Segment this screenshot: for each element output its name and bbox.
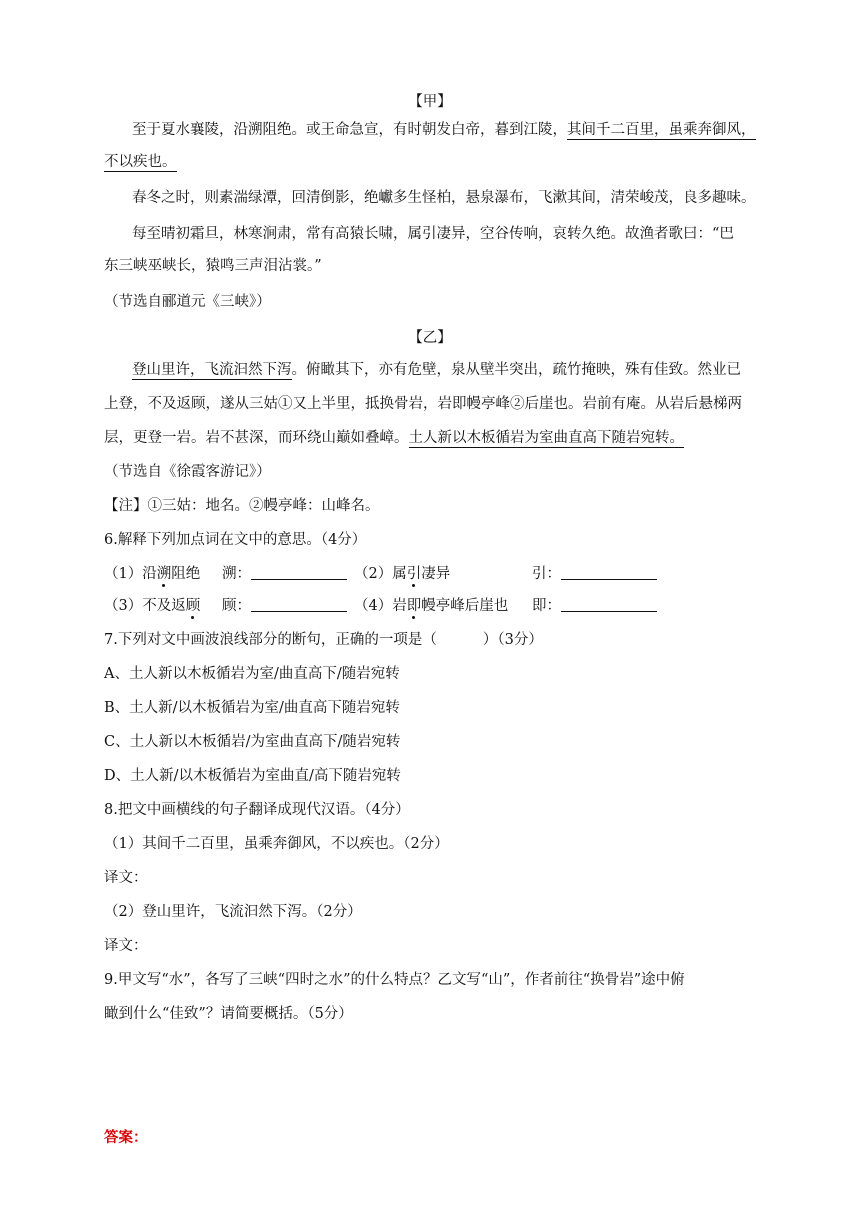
p1-underlined-sentence-end: 不以疾也。 (104, 154, 177, 170)
q7-option-c[interactable]: C、土人新以木板循岩/为室曲直高下/随岩宛转 (104, 734, 401, 750)
p1-plain-text: 至于夏水襄陵，沿溯阻绝。或王命急宣，有时朝发白帝，暮到江陵， (132, 122, 567, 138)
b-wavy-underlined-sentence: 土人新以木板循岩为室曲直高下随岩宛转。 (408, 430, 684, 446)
q6-item-1-answer (222, 564, 347, 584)
q6-item-4-answer (532, 596, 657, 616)
b-plain-text: 。俯瞰其下，亦有危壁，泉从壁半突出，疏竹掩映，殊有佳致。然业已 (291, 362, 741, 378)
q6-item-2 (354, 564, 450, 584)
b-line-3-plain: 层，更登一岩。岩不甚深，而环绕山巅如叠嶂。 (104, 430, 409, 446)
section-b-heading: 【乙】 (408, 330, 452, 346)
q6-item-2-post: 凄异 (421, 566, 451, 582)
q6-item-4-blank[interactable] (561, 597, 657, 612)
section-a-paragraph-1-line-1 (132, 120, 792, 140)
section-b-line-3 (104, 428, 764, 448)
q6-item-3 (104, 596, 200, 616)
q7-option-b[interactable]: B、土人新/以木板循岩为室/曲直高下随岩宛转 (104, 700, 400, 716)
q7-stem-end: ）（3分） (482, 632, 543, 648)
q6-item-3-word: 顾： (222, 598, 251, 614)
q7-stem (104, 630, 764, 650)
section-a-paragraph-1-line-2 (104, 152, 764, 172)
section-a-heading: 【甲】 (408, 94, 452, 110)
p1-underlined-sentence: 其间千二百里，虽乘奔御风， (567, 122, 756, 138)
q7-option-a[interactable]: A、土人新以木板循岩为室/曲直高下/随岩宛转 (104, 666, 400, 682)
q6-item-1-pre: （1）沿 (104, 566, 157, 582)
section-a-source: （节选自郦道元《三峡》） (104, 294, 271, 310)
q6-item-4 (354, 596, 508, 616)
q6-item-4-post: 幔亭峰后崖也 (421, 598, 509, 614)
section-b-line-1 (132, 360, 792, 380)
q6-item-1 (104, 564, 200, 584)
section-b-source: （节选自《徐霞客游记》） (104, 464, 271, 480)
q9-line-1: 9.甲文写“水”，各写了三峡“四时之水”的什么特点？乙文写“山”，作者前往“换骨岩”途中俯 (104, 972, 685, 988)
section-b-note: 【注】①三姑：地名。②幔亭峰：山峰名。 (104, 498, 380, 514)
q6-item-2-dotted-char: 引 (406, 566, 422, 582)
q6-item-4-word: 即： (532, 598, 561, 614)
q6-item-3-blank[interactable] (251, 597, 347, 612)
section-a-paragraph-3-line-2: 东三峡巫峡长，猿鸣三声泪沾裳。” (104, 258, 322, 274)
q6-item-4-pre: （4）岩 (354, 598, 407, 614)
q6-item-2-blank[interactable] (561, 565, 657, 580)
answer-label: 答案： (104, 1129, 148, 1146)
q8-translation-label-1: 译文： (104, 870, 148, 886)
q8-item-1: （1）其间千二百里，虽乘奔御风，不以疾也。（2分） (104, 836, 449, 852)
q8-translation-label-2: 译文： (104, 938, 148, 954)
q9-line-2: 瞰到什么“佳致”？请简要概括。（5分） (104, 1006, 353, 1022)
q6-item-3-answer (222, 596, 347, 616)
q8-stem: 8.把文中画横线的句子翻译成现代汉语。（4分） (104, 802, 410, 818)
q6-item-4-dotted-char: 即 (406, 598, 422, 614)
b-underlined-sentence: 登山里许，飞流汩然下泻 (132, 362, 292, 378)
q6-item-1-blank[interactable] (251, 565, 347, 580)
q6-item-3-pre: （3）不及返 (104, 598, 186, 614)
section-b-line-2: 上登，不及返顾，遂从三姑①又上半里，抵换骨岩，岩即幔亭峰②后崖也。岩前有庵。从岩后悬梯两 (104, 396, 742, 412)
q6-stem: 6.解释下列加点词在文中的意思。（4分） (104, 532, 367, 548)
q6-item-3-dotted-char: 顾 (185, 598, 201, 614)
q7-stem-start: 7.下列对文中画波浪线部分的断句，正确的一项是（ (104, 632, 437, 648)
q8-item-2: （2）登山里许，飞流汩然下泻。（2分） (104, 904, 362, 920)
q6-item-2-answer (532, 564, 657, 584)
q6-item-1-word: 溯： (222, 566, 251, 582)
q6-item-2-word: 引： (532, 566, 561, 582)
q6-item-1-post: 阻绝 (171, 566, 201, 582)
section-a-paragraph-2: 春冬之时，则素湍绿潭，回清倒影，绝巘多生怪柏，悬泉瀑布，飞漱其间，清荣峻茂，良多趣味。 (132, 190, 756, 206)
section-a-paragraph-3-line-1: 每至晴初霜旦，林寒涧肃，常有高猿长啸，属引凄异，空谷传响，哀转久绝。故渔者歌曰：“巴 (132, 226, 734, 242)
q6-item-1-dotted-char: 溯 (156, 566, 172, 582)
q6-item-2-pre: （2）属 (354, 566, 407, 582)
q7-option-d[interactable]: D、土人新/以木板循岩为室曲直/高下随岩宛转 (104, 768, 401, 784)
